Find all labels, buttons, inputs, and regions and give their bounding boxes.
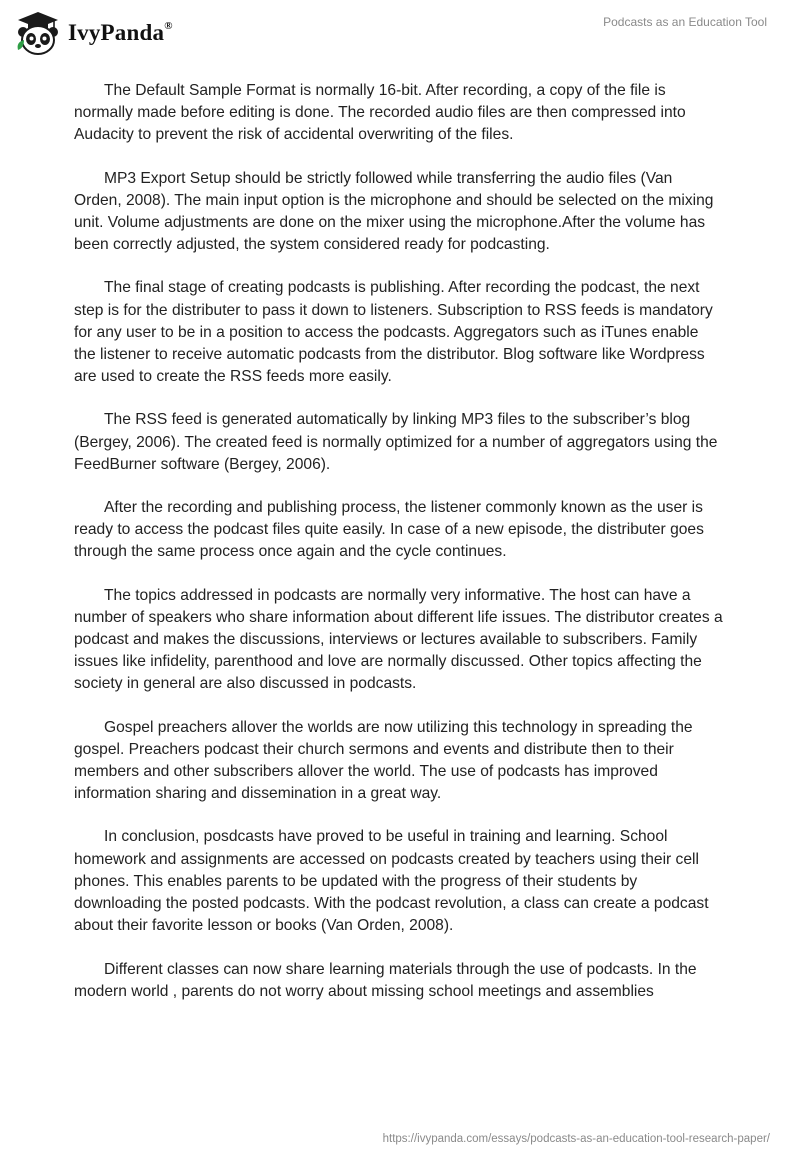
paragraph: The final stage of creating podcasts is publishing. After recording the podcast, the next step is for the distributer to pass it down to listeners. Subscription to RSS feeds is mandatory for any user to be in a position to access the podcasts. Aggregators such as iTunes enable the listener to receive automatic podcasts from the distributor. Blog software like Wordpress are used to create the RSS feeds more easily. [74,279,713,386]
paragraph: Gospel preachers allover the worlds are now utilizing this technology in spreading the gospel. Preachers podcast their church sermons and events and distribute then to their members and other subscribers allover the world. The use of podcasts has improved information sharing and dissemination in a great way. [74,718,693,803]
paragraph: After the recording and publishing process, the listener commonly known as the user is ready to access the podcast files quite easily. In case of a new episode, the distributer goes through the same process once again and the cycle continues. [74,499,704,561]
paragraph: The topics addressed in podcasts are normally very informative. The host can have a number of speakers who share information about different life issues. The distributor creates a podcast and makes the discussions, interviews or lectures available to subscribers. Family issues like infidelity, parenthood and love are normally discussed. Other topics affecting the society in general are also discussed in podcasts. [74,586,723,693]
panda-graduate-icon [14,10,62,56]
paragraph: Different classes can now share learning materials through the use of podcasts. In the modern world , parents do not worry about missing school meetings and assemblies [74,960,697,1000]
essay-body [74,80,724,1024]
brand-name: IvyPanda® [68,20,173,45]
paragraph: The RSS feed is generated automatically by linking MP3 files to the subscriber’s blog (Bergey, 2006). The created feed is normally optimized for a number of aggregators using the FeedBurner software (Bergey, 2006). [74,411,718,473]
source-url[interactable]: https://ivypanda.com/essays/podcasts-as-an-education-tool-research-paper/ [382,1133,770,1145]
paragraph: MP3 Export Setup should be strictly followed while transferring the audio files (Van Orden, 2008). The main input option is the microphone and should be selected on the mixing unit. Volume adjustments are done on the mixer using the microphone.After the volume has been correctly adjusted, the system considered ready for podcasting. [74,169,714,254]
page-header [0,0,800,70]
paragraph: In conclusion, posdcasts have proved to be useful in training and learning. School homework and assignments are accessed on podcasts created by teachers using their cell phones. This enables parents to be updated with the progress of their students by downloading the posted podcasts. With the podcast revolution, a class can create a podcast about their favorite lesson or books (Van Orden, 2008). [74,828,709,935]
brand-logo[interactable] [14,10,173,56]
paragraph: The Default Sample Format is normally 16-bit. After recording, a copy of the file is normally made before editing is done. The recorded audio files are then compressed into Audacity to prevent the risk of accidental overwriting of the files. [74,82,686,144]
document-title: Podcasts as an Education Tool [603,15,767,29]
registered-mark: ® [164,20,173,33]
